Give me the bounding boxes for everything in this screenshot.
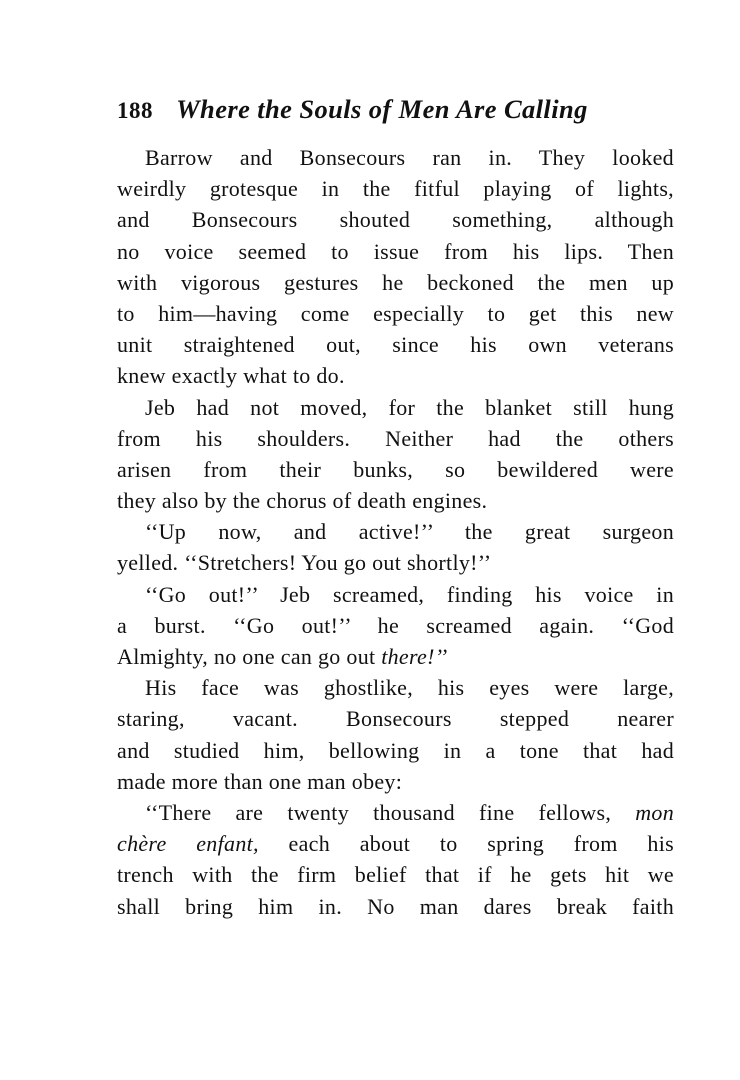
text-line: with vigorous gestures he beckoned the men up [117,269,674,295]
italic-text: chère enfant, [117,831,259,857]
text-line: His face was ghostlike, his eyes were large, [145,675,674,701]
italic-text: there!’’ [381,644,448,669]
text-line: trench with the firm belief that if he gets hit we [117,862,674,888]
text-line: from his shoulders. Neither had the others [117,425,674,451]
text-line: yelled. ‘‘Stretchers! You go out shortly!’’ [117,550,492,576]
text-run: each about to spring from his [258,831,674,857]
text-line: they also by the chorus of death engines. [117,488,488,514]
text-line [117,797,674,828]
text-line: arisen from their bunks, so bewildered were [117,456,674,482]
text-line: staring, vacant. Bonsecours stepped nearer [117,706,674,732]
text-line: a burst. ‘‘Go out!’’ he screamed again. ‘‘God [117,612,674,638]
text-line [117,828,674,859]
text-line: no voice seemed to issue from his lips. Then [117,238,674,264]
page-header [117,94,677,130]
text-line: and Bonsecours shouted something, although [117,207,674,233]
text-run: Almighty, no one can go out [117,644,382,669]
text-line: weirdly grotesque in the fitful playing of lights, [117,176,674,202]
text-run: ‘‘There are twenty thousand fine fellows, [145,799,636,825]
text-line: and studied him, bellowing in a tone that had [117,737,674,763]
text-line: ‘‘Up now, and active!’’ the great surgeon [145,519,674,545]
text-line: ‘‘Go out!’’ Jeb screamed, finding his voice in [145,581,674,607]
italic-text: mon [635,799,674,825]
page-number: 188 [117,98,153,123]
text-line: Barrow and Bonsecours ran in. They looked [145,145,674,170]
text-line: made more than one man obey: [117,768,403,794]
running-title: Where the Souls of Men Are Calling [176,94,588,124]
text-line: shall bring him in. No man dares break faith [117,893,674,919]
body-text [117,142,674,922]
text-line: knew exactly what to do. [117,363,345,389]
text-line [117,641,674,672]
text-line: Jeb had not moved, for the blanket still hung [145,394,674,420]
text-line: to him—having come especially to get this new [117,300,674,326]
text-line: unit straightened out, since his own veterans [117,332,674,358]
